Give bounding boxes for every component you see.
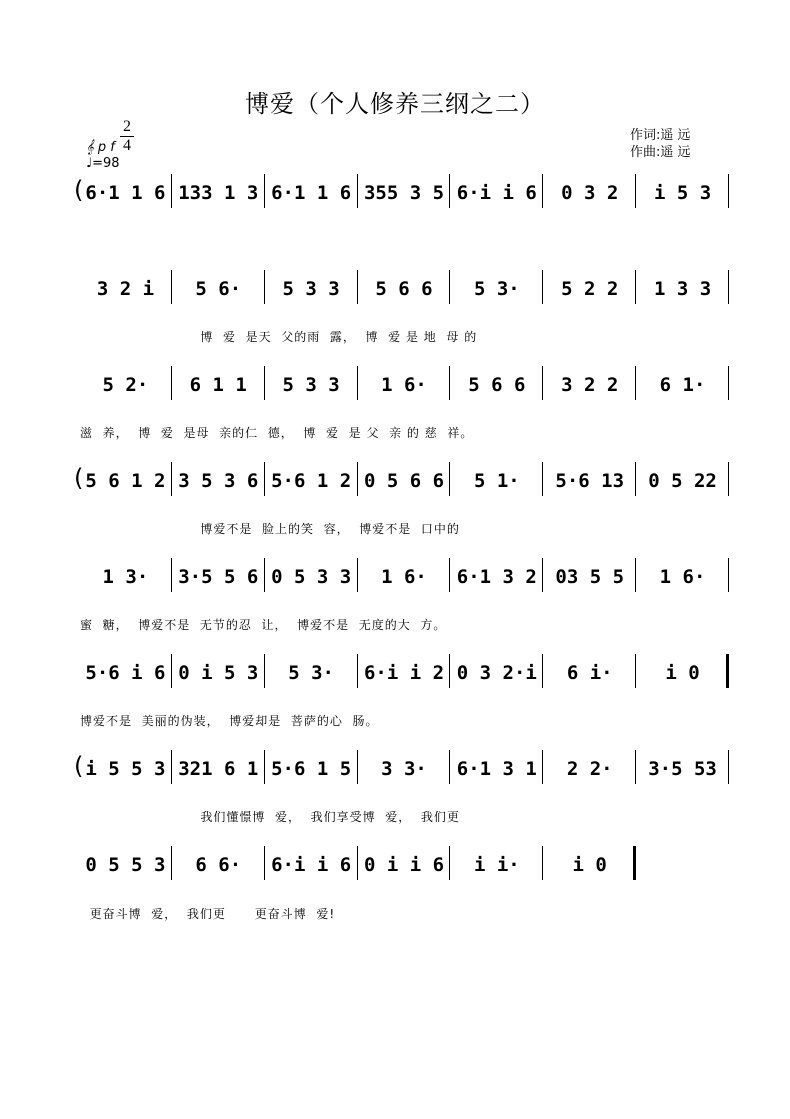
measure: 5 2· [102, 374, 149, 396]
measure: 6 i· [566, 662, 613, 684]
bar-line [635, 174, 636, 208]
measure: 3 2 i [96, 278, 155, 300]
bar-line [728, 750, 729, 784]
measure: 6 6· [195, 854, 242, 876]
measure: 6·1 1 6 [271, 182, 352, 204]
measure: 6·i i 6 [456, 182, 537, 204]
measure: 355 3 5 [363, 182, 445, 204]
measure: 5·6 1 5 [271, 758, 352, 780]
measure: 5 2 2 [561, 278, 619, 300]
bar-line [542, 462, 543, 496]
bar-line [357, 558, 358, 592]
measure: 6 1· [659, 374, 706, 396]
bar-line [728, 270, 729, 304]
measure: 6·1 3 2 [456, 566, 537, 588]
measure: i i· [473, 854, 520, 876]
score-row [78, 650, 728, 696]
measure: 133 1 3 [178, 182, 259, 204]
measure: 3 5 3 6 [178, 470, 259, 492]
credits [630, 127, 691, 161]
bar-line [449, 366, 450, 400]
measure: 3·5 53 [648, 758, 717, 780]
bar-line [171, 558, 172, 592]
composer-credit: 作曲:遥 远 [630, 145, 691, 160]
score-row [78, 362, 728, 408]
open-repeat-paren: ( [74, 176, 84, 204]
bar-line [264, 558, 265, 592]
bar-line [357, 462, 358, 496]
measure: i 5 3 [653, 182, 712, 204]
bar-line [728, 366, 729, 400]
tempo-value: =98 [92, 156, 120, 171]
measure: 3 2 2 [561, 374, 619, 396]
bar-line [635, 558, 636, 592]
measure: 0 i 5 3 [178, 662, 259, 684]
lyrics-line: 博爱不是 脸上的笑 容， 博爱不是 口中的 [80, 522, 460, 536]
bar-line [264, 750, 265, 784]
measure: 0 5 3 3 [271, 566, 352, 588]
bar-line [171, 462, 172, 496]
bar-line [728, 462, 729, 496]
lyrics-line: 博 爱 是天 父的雨 露， 博 爱 是 地 母 的 [80, 330, 478, 344]
quarter-note-icon: ♩ [86, 156, 93, 171]
measure: i 0 [665, 662, 700, 684]
score-row [74, 170, 728, 216]
bar-line [542, 558, 543, 592]
bar-line [635, 366, 636, 400]
tempo-marking [86, 156, 120, 171]
measure: 6 1 1 [189, 374, 247, 396]
bar-line [264, 270, 265, 304]
score-row [74, 746, 728, 792]
time-sig-bottom: 4 [123, 137, 131, 154]
lyrics-line: 滋 养， 博 爱 是母 亲的仁 德， 博 爱 是 父 亲 的 慈 祥。 [80, 426, 474, 440]
score-row [78, 842, 728, 888]
measure: 1 3 3 [653, 278, 712, 300]
bar-line [357, 846, 358, 880]
bar-line [357, 174, 358, 208]
final-bar-line [633, 846, 636, 880]
bar-line [171, 654, 172, 688]
open-repeat-paren: ( [74, 752, 84, 780]
clef-icon: 𝄞 [86, 140, 94, 155]
measure: 3·5 5 6 [178, 566, 259, 588]
bar-line [449, 558, 450, 592]
measure: 1 6· [381, 566, 427, 588]
dynamics-marking [86, 140, 115, 155]
bar-line [171, 174, 172, 208]
bar-line [264, 174, 265, 208]
measure: 5·6 1 2 [271, 470, 352, 492]
score-row [78, 266, 728, 312]
bar-line [264, 846, 265, 880]
bar-line [357, 654, 358, 688]
score-row [78, 554, 728, 600]
measure: 0 i i 6 [363, 854, 445, 876]
measure: 0 3 2 [561, 182, 619, 204]
bar-line [449, 654, 450, 688]
bar-line [171, 270, 172, 304]
measure: i 0 [572, 854, 607, 876]
measure: 5·6 13 [555, 470, 625, 492]
measure: 5 3 3 [282, 374, 340, 396]
measure: 321 6 1 [178, 758, 259, 780]
bar-line [171, 846, 172, 880]
measure: 0 5 22 [648, 470, 717, 492]
lyrics-line: 博爱不是 美丽的伪装， 博爱却是 菩萨的心 肠。 [80, 714, 379, 728]
bar-line [357, 366, 358, 400]
measure: 5 3 3 [282, 278, 340, 300]
bar-line [264, 366, 265, 400]
measure: 1 6· [659, 566, 706, 588]
song-title: 博爱（个人修养三纲之二） [245, 90, 545, 118]
measure: i 5 5 3 [85, 758, 166, 780]
bar-line [449, 750, 450, 784]
measure: 2 2· [566, 758, 613, 780]
bar-line [542, 366, 543, 400]
measure: 6·i i 2 [363, 662, 445, 684]
measure: 1 3· [102, 566, 149, 588]
bar-line [542, 654, 543, 688]
measure: 3 3· [381, 758, 427, 780]
bar-line [728, 558, 729, 592]
lyricist-credit: 作词:遥 远 [630, 128, 691, 143]
measure: 5 1· [473, 470, 520, 492]
bar-line [728, 174, 729, 208]
bar-line [264, 462, 265, 496]
bar-line [357, 750, 358, 784]
measure: 5 6· [195, 278, 242, 300]
bar-line [542, 270, 543, 304]
measure: 03 5 5 [555, 566, 625, 588]
measure: 5 3· [288, 662, 334, 684]
bar-line [542, 750, 543, 784]
score-row [74, 458, 728, 504]
bar-line [449, 846, 450, 880]
measure: 1 6· [381, 374, 427, 396]
measure: 5 6 1 2 [85, 470, 166, 492]
time-sig-top: 2 [123, 118, 131, 135]
measure: 6·1 3 1 [456, 758, 537, 780]
open-repeat-paren: ( [74, 464, 84, 492]
bar-line [635, 750, 636, 784]
final-bar-line [726, 654, 729, 688]
measure: 0 3 2·i [456, 662, 537, 684]
lyrics-line: 我们懂憬博 爱， 我们享受博 爱， 我们更 [80, 810, 460, 824]
bar-line [449, 270, 450, 304]
bar-line [449, 462, 450, 496]
bar-line [264, 654, 265, 688]
time-signature [118, 118, 136, 155]
measure: 0 5 6 6 [363, 470, 445, 492]
bar-line [542, 846, 543, 880]
lyrics-line: 蜜 糖， 博爱不是 无节的忍 让， 博爱不是 无度的大 方。 [80, 618, 447, 632]
bar-line [635, 462, 636, 496]
measure: 5 6 6 [468, 374, 526, 396]
bar-line [635, 270, 636, 304]
measure: 6·i i 6 [271, 854, 352, 876]
measure: 5 6 6 [375, 278, 433, 300]
measure: 5 3· [473, 278, 520, 300]
bar-line [449, 174, 450, 208]
bar-line [635, 654, 636, 688]
bar-line [357, 270, 358, 304]
measure: 0 5 5 3 [85, 854, 166, 876]
measure: 5·6 i 6 [85, 662, 166, 684]
lyrics-line: 更奋斗博 爱， 我们更 更奋斗博 爱! [80, 907, 336, 921]
bar-line [542, 174, 543, 208]
dynamics-text: p f [97, 140, 115, 155]
measure: 6·1 1 6 [85, 182, 166, 204]
bar-line [171, 366, 172, 400]
bar-line [171, 750, 172, 784]
